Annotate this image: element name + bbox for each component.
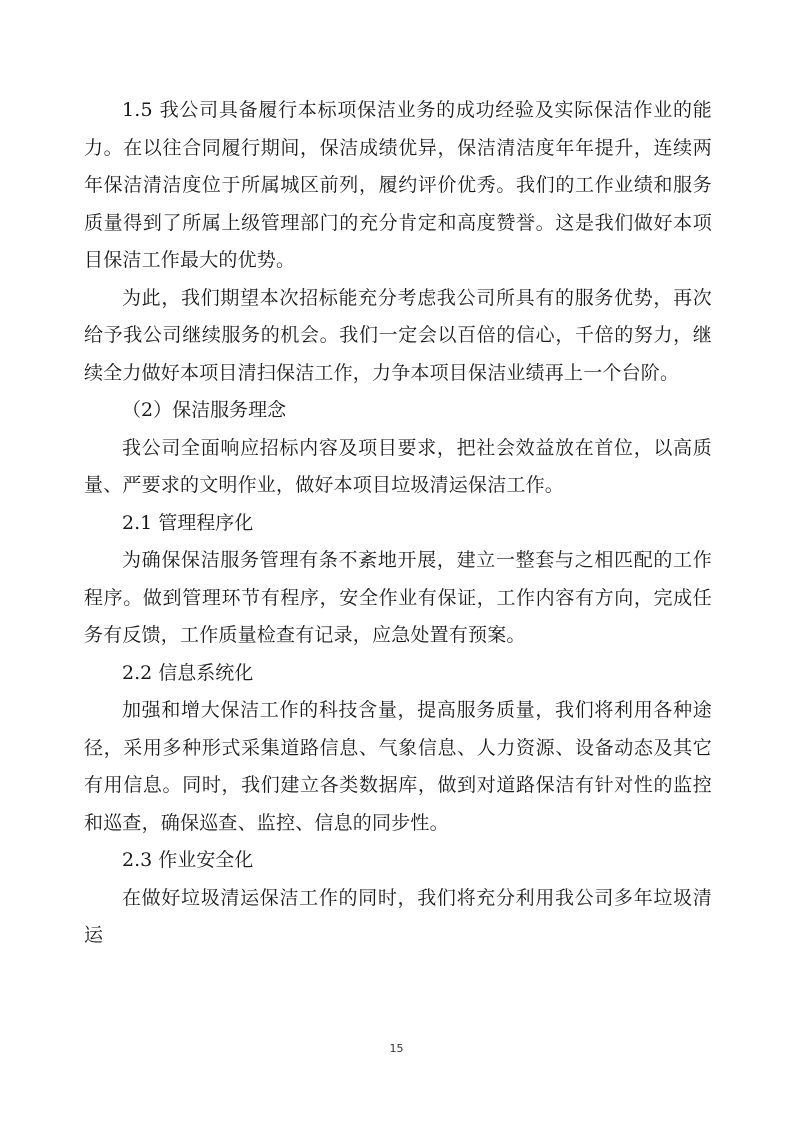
paragraph-service-philosophy: 我公司全面响应招标内容及项目要求，把社会效益放在首位，以高质量、严要求的文明作业，做好本项目垃圾清运保洁工作。 <box>84 436 712 496</box>
paragraph-2-3: 在做好垃圾清运保洁工作的同时，我们将充分利用我公司多年垃圾清运 <box>84 886 712 946</box>
document-body <box>84 92 712 955</box>
paragraph-expectation: 为此，我们期望本次招标能充分考虑我公司所具有的服务优势，再次给予我公司继续服务的机会。我们一定会以百倍的信心，千倍的努力，继续全力做好本项目清扫保洁工作，力争本项目保洁业绩再上一个台阶。 <box>84 286 712 384</box>
paragraph-1-5-capability: 1.5 我公司具备履行本标项保洁业务的成功经验及实际保洁作业的能力。在以往合同履行期间，保洁成绩优异，保洁清洁度年年提升，连续两年保洁清洁度位于所属城区前列，履约评价优秀。我们的工作业绩和服务质量得到了所属上级管理部门的充分肯定和高度赞誉。这是我们做好本项目保洁工作最大的优势。 <box>84 99 712 271</box>
paragraph-2-1: 为确保保洁服务管理有条不紊地开展，建立一整套与之相匹配的工作程序。做到管理环节有程序，安全作业有保证，工作内容有方向，完成任务有反馈，工作质量检查有记录，应急处置有预案。 <box>84 549 712 646</box>
heading-2-3: 2.3 作业安全化 <box>122 849 254 871</box>
paragraph-2-2: 加强和增大保洁工作的科技含量，提高服务质量，我们将利用各种途径，采用多种形式采集道路信息、气象信息、人力资源、设备动态及其它有用信息。同时，我们建立各类数据库，做到对道路保洁有针对性的监控和巡查，确保巡查、监控、信息的同步性。 <box>84 699 712 834</box>
page-number: 15 <box>389 1042 404 1055</box>
heading-2-2: 2.2 信息系统化 <box>122 661 254 684</box>
heading-service-philosophy: （2）保洁服务理念 <box>122 399 287 421</box>
heading-2-1: 2.1 管理程序化 <box>122 511 254 534</box>
